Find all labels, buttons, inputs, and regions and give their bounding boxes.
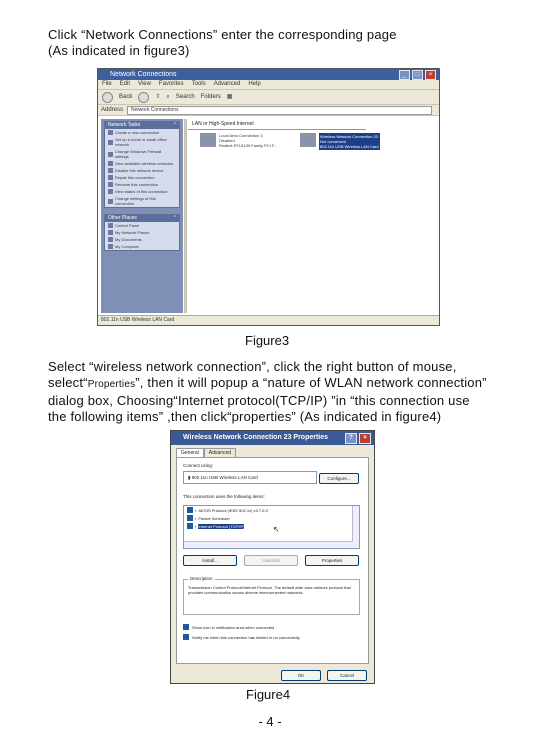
cancel-button[interactable]: Cancel	[327, 670, 367, 681]
tab-general[interactable]: General	[176, 448, 204, 457]
address-bar	[98, 105, 439, 116]
address-label: Address	[101, 107, 124, 113]
dialog-title: Wireless Network Connection 23 Properties	[183, 434, 329, 441]
description-group	[183, 576, 360, 615]
mouse-cursor-icon: ↖	[273, 525, 280, 534]
description-title: Description	[190, 576, 213, 581]
tab-advanced[interactable]: Advanced	[204, 448, 236, 457]
item-checkbox[interactable]	[187, 515, 193, 521]
menu-help[interactable]: Help	[248, 81, 261, 87]
other-places-header[interactable]: Other Places ⌃	[105, 215, 179, 222]
back-arrow-icon[interactable]	[102, 92, 113, 103]
connection-device: Realtek RTL8139 Family PCI F...	[219, 143, 278, 148]
install-button[interactable]: Install...	[183, 555, 237, 566]
pane-scrollbar[interactable]	[184, 119, 187, 313]
status-icon	[108, 189, 113, 194]
properties-dialog	[170, 430, 375, 684]
instructions-line-3: dialog box, Choosing“Internet protocol(TCP/IP) ”in “this connection use	[48, 393, 470, 408]
instructions-line-4: the following items” ,then click“properties” (As indicated in figure4)	[48, 409, 442, 424]
dialog-footer	[171, 663, 374, 683]
task-item[interactable]: Rename this connection	[105, 181, 179, 188]
firewall-icon	[108, 152, 113, 157]
search-icon: ⌕	[166, 94, 170, 100]
network-adapter-icon	[200, 133, 216, 147]
toolbar	[98, 90, 439, 105]
ok-button[interactable]: OK	[281, 670, 321, 681]
checkbox[interactable]	[183, 634, 189, 640]
chevron-up-icon[interactable]: ⌃	[172, 122, 177, 128]
description-text: Transmission Control Protocol/Internet Protocol. The default wide area network protocol that provides communication across diverse interconnected networks.	[188, 585, 351, 596]
connection-name: Wireless Network Connection 23	[320, 134, 379, 139]
home-network-icon	[108, 140, 113, 145]
folders-button[interactable]: Folders	[200, 94, 221, 100]
connection-device: 802.11n USB Wireless LAN Card	[320, 144, 379, 149]
list-item[interactable]: ▪ AEGIS Protocol (IEEE 802.1x) v3.7.6.0	[184, 506, 359, 514]
menu-advanced[interactable]: Advanced	[213, 81, 241, 87]
protocol-icon: ▪	[195, 507, 197, 513]
forward-arrow-icon[interactable]	[138, 92, 149, 103]
network-places-icon	[108, 230, 113, 235]
computer-icon	[108, 244, 113, 249]
control-panel-icon	[108, 223, 113, 228]
address-input[interactable]: Network Connections	[127, 106, 432, 115]
protocol-icon: ▪	[195, 515, 197, 521]
instructions-paragraph	[48, 359, 487, 425]
connection-status: Disabled	[219, 138, 235, 143]
search-button[interactable]: Search	[175, 94, 195, 100]
task-item[interactable]: Change settings of this connection	[105, 195, 179, 207]
network-tasks-header[interactable]: Network Tasks ⌃	[105, 122, 179, 129]
intro-line-1: Click “Network Connections” enter the corresponding page	[48, 27, 397, 42]
task-item[interactable]: Create a new connection	[105, 129, 179, 136]
connection-local-area[interactable]	[200, 133, 277, 148]
tab-bar	[171, 445, 374, 457]
network-connections-window	[97, 68, 440, 326]
uninstall-button[interactable]: Uninstall	[244, 555, 298, 566]
selected-item-label: Internet Protocol (TCP/IP)	[198, 523, 245, 529]
connection-status: Not connected	[320, 139, 346, 144]
list-vertical-scrollbar[interactable]	[352, 506, 359, 548]
network-tasks-box	[104, 121, 180, 208]
task-pane	[101, 119, 183, 313]
network-card-icon: ▮	[188, 475, 191, 480]
figure4-caption: Figure4	[246, 687, 291, 702]
items-label: This connection uses the following items:	[183, 494, 265, 499]
list-item[interactable]: ▪ Packet Scheduler	[184, 514, 359, 522]
menu-favorites[interactable]: Favorites	[158, 81, 184, 87]
page-number: - 4 -	[258, 714, 282, 729]
connections-list	[188, 119, 437, 313]
views-icon[interactable]: ▦	[226, 94, 233, 100]
wireless-adapter-icon	[300, 133, 316, 147]
maximize-button[interactable]: □	[412, 70, 423, 80]
wizard-icon	[108, 130, 113, 135]
menu-edit[interactable]: Edit	[119, 81, 131, 87]
menu-bar	[98, 80, 439, 90]
notify-icon-option[interactable]: Show icon in notification area when connected	[183, 624, 274, 630]
list-horizontal-scrollbar[interactable]	[184, 541, 353, 548]
menu-tools[interactable]: Tools	[191, 81, 206, 87]
properties-word: Properties	[87, 379, 136, 390]
back-button[interactable]: Back	[119, 94, 133, 100]
connection-wireless[interactable]	[300, 133, 380, 150]
place-item[interactable]: My Computer	[105, 243, 179, 250]
connect-using-label: Connect using:	[183, 463, 214, 468]
instructions-line-1: Select “wireless network connection”, click the right button of mouse,	[48, 359, 457, 374]
close-button[interactable]: ×	[359, 433, 371, 444]
intro-paragraph	[48, 27, 397, 59]
checkbox[interactable]	[183, 624, 189, 630]
connection-name: Local Area Connection 3	[219, 133, 263, 138]
menu-view[interactable]: View	[138, 81, 151, 87]
window-title: Network Connections	[110, 71, 177, 78]
wireless-icon	[108, 161, 113, 166]
window-titlebar	[98, 69, 439, 80]
item-checkbox[interactable]	[187, 507, 193, 513]
disable-icon	[108, 168, 113, 173]
status-bar: 802.11n USB Wireless LAN Card	[98, 315, 440, 325]
rename-icon	[108, 182, 113, 187]
settings-icon	[108, 199, 113, 204]
protocol-icon: ▪	[195, 523, 197, 529]
task-item[interactable]: Change Windows Firewall settings	[105, 148, 179, 160]
up-folder-icon[interactable]: ⇧	[155, 94, 161, 100]
help-button[interactable]: ?	[345, 433, 357, 444]
other-places-box	[104, 214, 180, 251]
task-item[interactable]: Repair this connection	[105, 174, 179, 181]
task-item[interactable]: Disable this network device	[105, 167, 179, 174]
configure-button[interactable]: Configure...	[319, 473, 359, 484]
item-checkbox[interactable]	[187, 523, 193, 529]
figure3-caption: Figure3	[245, 333, 290, 348]
dialog-titlebar	[171, 431, 374, 445]
documents-icon	[108, 237, 113, 242]
notify-limited-option[interactable]: Notify me when this connection has limited or no connectivity	[183, 634, 300, 640]
properties-button[interactable]: Properties	[305, 555, 359, 566]
menu-file[interactable]: File	[102, 81, 112, 87]
place-item[interactable]: Control Panel	[105, 222, 179, 229]
task-item[interactable]: Set up a home or small office network	[105, 136, 179, 148]
task-item[interactable]: View available wireless networks	[105, 160, 179, 167]
minimize-button[interactable]: _	[399, 70, 410, 80]
list-item[interactable]	[184, 522, 359, 530]
task-item[interactable]: View status of this connection	[105, 188, 179, 195]
close-button[interactable]: ×	[425, 70, 436, 80]
instructions-line-2: select“Properties”, then it will popup a “nature of WLAN network connection”	[48, 375, 487, 390]
chevron-up-icon[interactable]: ⌃	[172, 215, 177, 221]
place-item[interactable]: My Documents	[105, 236, 179, 243]
general-panel	[176, 457, 369, 664]
repair-icon	[108, 175, 113, 180]
components-list[interactable]	[183, 505, 360, 549]
device-field: ▮ 802.11n USB Wireless LAN Card	[183, 471, 317, 484]
group-header: LAN or High-Speed Internet	[188, 119, 366, 130]
intro-line-2: (As indicated in figure3)	[48, 43, 190, 58]
place-item[interactable]: My Network Places	[105, 229, 179, 236]
